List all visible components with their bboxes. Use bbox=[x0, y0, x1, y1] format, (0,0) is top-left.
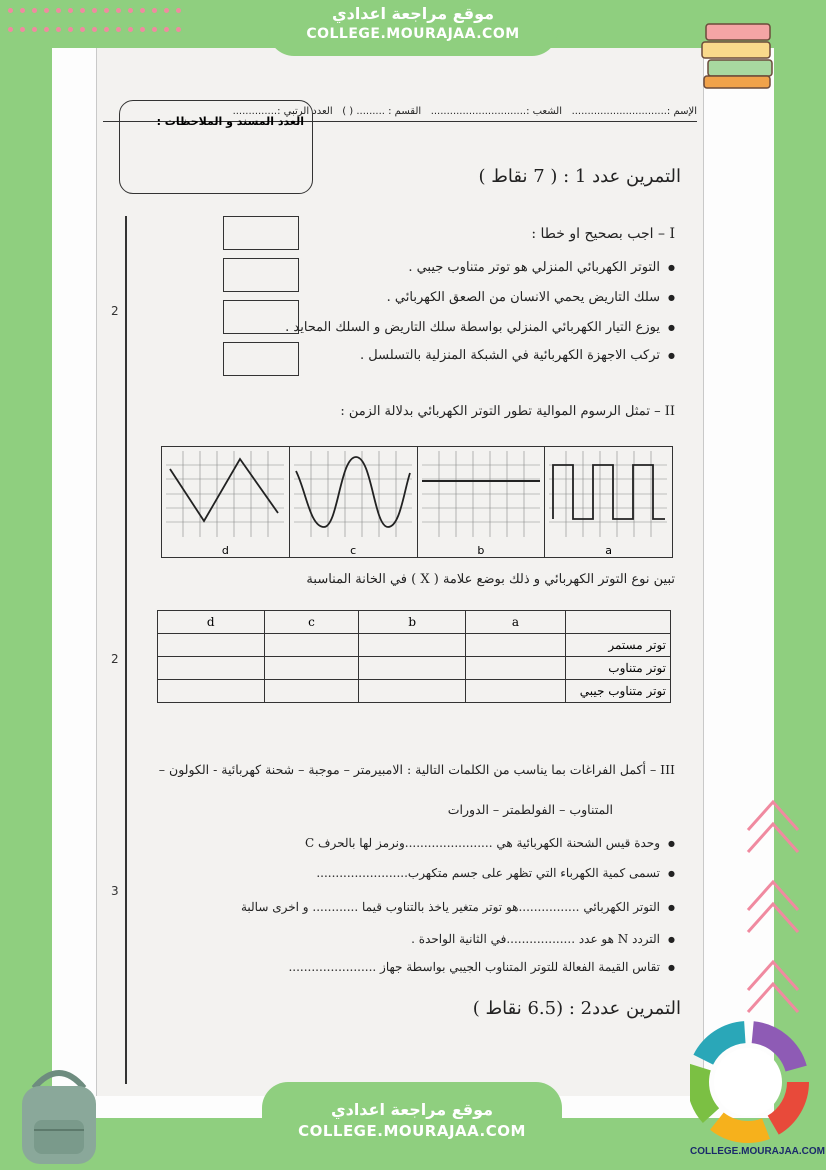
name-field: الإسم :.............................. bbox=[571, 106, 697, 117]
exercise2-title: التمرين عدد2 : (6.5 نقاط ) bbox=[472, 998, 681, 1019]
table-header: d bbox=[158, 611, 265, 634]
tf-statement: ● تركب الاجهزة الكهربائية في الشبكة المنزلية بالتسلسل . bbox=[360, 348, 675, 363]
table-header: b bbox=[359, 611, 466, 634]
fill-blank-statement: ● التوتر الكهربائي ................هو توتر متغير ياخذ بالتناوب قيما ............ و اخرى سالبة bbox=[241, 900, 675, 914]
margin-line bbox=[125, 216, 127, 1084]
tf-statement: ● يوزع التيار الكهربائي المنزلي بواسطة سلك التاريض و السلك المحايد . bbox=[285, 320, 675, 335]
part3-words: المتناوب – الفولطمتر – الدورات bbox=[447, 802, 613, 817]
table-row bbox=[158, 657, 671, 680]
fill-blank-statement: ● وحدة قيس الشحنة الكهربائية هي .......................ونرمز لها بالحرف C bbox=[305, 836, 675, 850]
fill-blank-statement: ● تسمى كمية الكهرباء التي تظهر على جسم متكهرب........................ bbox=[316, 866, 675, 880]
answer-box[interactable] bbox=[223, 300, 299, 334]
answer-box[interactable] bbox=[223, 216, 299, 250]
answer-cell[interactable] bbox=[264, 657, 359, 680]
site-badge-bottom[interactable] bbox=[262, 1082, 562, 1154]
answer-cell[interactable] bbox=[158, 657, 265, 680]
scope-label: d bbox=[221, 544, 229, 557]
table-header: a bbox=[465, 611, 565, 634]
site-badge-top[interactable] bbox=[268, 2, 558, 56]
answer-cell[interactable] bbox=[359, 657, 466, 680]
logo-text: COLLEGE.MOURAJAA.COM bbox=[690, 1146, 825, 1157]
part1-title: I – اجب بصحيح او خطا : bbox=[531, 226, 675, 242]
site-url: COLLEGE.MOURAJAA.COM bbox=[306, 26, 520, 42]
fill-blank-statement: ● تقاس القيمة الفعالة للتوتر المتناوب الجيبي بواسطة جهاز ....................... bbox=[288, 960, 675, 974]
notes-label: العدد المسند و الملاحظات : bbox=[156, 115, 304, 128]
margin-score: 2 bbox=[111, 652, 119, 666]
tf-statement: ● سلك التاريض يحمي الانسان من الصعق الكهربائي . bbox=[387, 290, 675, 305]
site-logo bbox=[690, 1020, 825, 1164]
part2-title: II – تمثل الرسوم الموالية تطور التوتر الكهربائي بدلالة الزمن : bbox=[340, 404, 675, 419]
answer-cell[interactable] bbox=[359, 680, 466, 703]
scope-b bbox=[418, 447, 546, 557]
row-label: توتر متناوب bbox=[566, 657, 671, 680]
answer-cell[interactable] bbox=[158, 680, 265, 703]
answer-cell[interactable] bbox=[465, 657, 565, 680]
scope-label: c bbox=[350, 544, 357, 557]
answer-cell[interactable] bbox=[264, 634, 359, 657]
chevron-up-icon bbox=[738, 790, 808, 1030]
row-label: توتر مستمر bbox=[566, 634, 671, 657]
scope-d bbox=[162, 447, 290, 557]
scope-a bbox=[545, 447, 672, 557]
class-field: القسم : ......... ( ) bbox=[342, 106, 422, 117]
margin-score: 3 bbox=[111, 884, 119, 898]
number-field: العدد الرتبي :.............. bbox=[232, 106, 333, 117]
site-name-arabic: موقع مراجعة اعدادي bbox=[331, 4, 495, 23]
answer-box[interactable] bbox=[223, 342, 299, 376]
tf-statement: ● التوتر الكهربائي المنزلي هو توتر متناوب جيبي . bbox=[408, 260, 675, 275]
site-name-arabic: موقع مراجعة اعدادي bbox=[330, 1100, 494, 1119]
row-label: توتر متناوب جيبي bbox=[566, 680, 671, 703]
table-header-empty bbox=[566, 611, 671, 634]
table-header: c bbox=[264, 611, 359, 634]
oscilloscope-panels bbox=[161, 446, 673, 558]
table-row bbox=[158, 634, 671, 657]
exam-paper bbox=[96, 48, 704, 1096]
voltage-type-table bbox=[157, 610, 671, 703]
decorative-dots bbox=[8, 8, 188, 46]
scope-label: b bbox=[477, 544, 485, 557]
books-icon bbox=[700, 14, 778, 92]
answer-cell[interactable] bbox=[359, 634, 466, 657]
answer-box[interactable] bbox=[223, 258, 299, 292]
part3-title: III – أكمل الفراغات بما يناسب من الكلمات التالية : الامبيرمتر – موجبة – شحنة كهربائية - الكولون – bbox=[158, 762, 675, 777]
part2-instruction: تبين نوع التوتر الكهربائي و ذلك بوضع علامة ( X ) في الخانة المناسبة bbox=[306, 572, 675, 587]
table-row bbox=[158, 680, 671, 703]
site-url: COLLEGE.MOURAJAA.COM bbox=[298, 1122, 526, 1140]
answer-cell[interactable] bbox=[158, 634, 265, 657]
scope-label: a bbox=[605, 544, 612, 557]
margin-score: 2 bbox=[111, 304, 119, 318]
fill-blank-statement: ● التردد N هو عدد ..................في الثانية الواحدة . bbox=[411, 932, 675, 946]
answer-cell[interactable] bbox=[465, 680, 565, 703]
group-field: الشعب :.............................. bbox=[430, 106, 563, 117]
exercise1-title: التمرين عدد 1 : ( 7 نقاط ) bbox=[478, 166, 681, 187]
answer-cell[interactable] bbox=[264, 680, 359, 703]
answer-cell[interactable] bbox=[465, 634, 565, 657]
backpack-icon bbox=[4, 1058, 114, 1166]
scope-c bbox=[290, 447, 418, 557]
grade-notes-box bbox=[119, 100, 313, 194]
